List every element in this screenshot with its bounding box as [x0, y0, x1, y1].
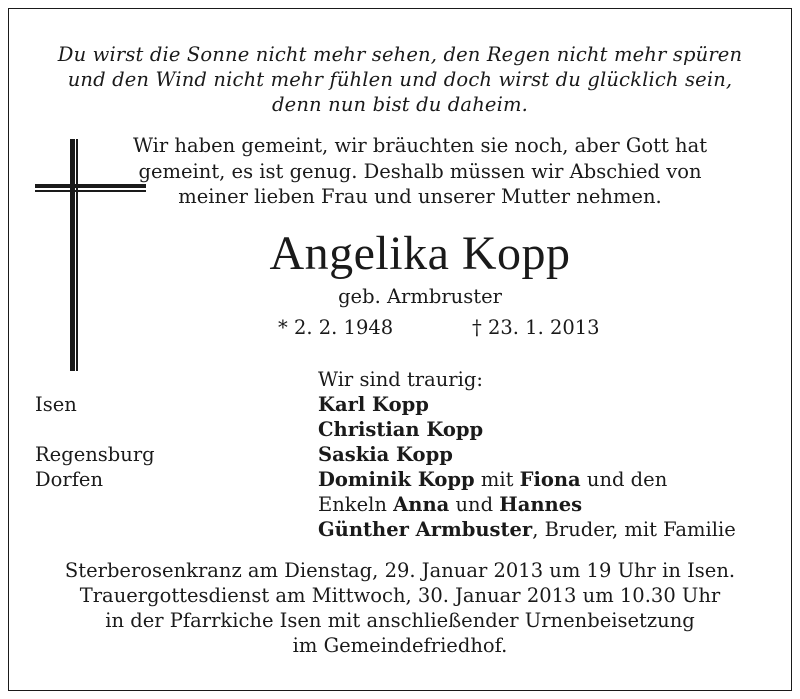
deceased-name: Angelika Kopp [269, 227, 571, 280]
text-mit: mit [474, 468, 520, 491]
brother-line [318, 520, 736, 540]
footer-line-1: Sterberosenkranz am Dienstag, 29. Januar 2013 um 19 Uhr in Isen. [64, 559, 736, 582]
footer-line-2: Trauergottesdienst am Mittwoch, 30. Januar 2013 um 10.30 Uhr [79, 584, 721, 607]
mourner-guenther: Günther Armbuster [318, 518, 533, 541]
place-isen: Isen [35, 393, 77, 416]
intro-line-3: meiner lieben Frau und unserer Mutter nehmen. [178, 185, 662, 208]
text-enkeln: Enkeln [318, 493, 394, 516]
grandchild-anna: Anna [393, 493, 450, 516]
text-und: und [449, 493, 500, 516]
poem-line-2: und den Wind nicht mehr fühlen und doch wirst du glücklich sein, [67, 68, 733, 91]
text-und-den: und den [580, 468, 668, 491]
mourner-saskia: Saskia Kopp [318, 443, 453, 466]
mourner-christian: Christian Kopp [318, 418, 484, 441]
mourner-fiona: Fiona [519, 468, 581, 491]
footer-line-4: im Gemeindefriedhof. [292, 634, 508, 657]
footer-line-3: in der Pfarrkiche Isen mit anschließender Urnenbeisetzung [105, 609, 695, 632]
mourner-karl: Karl Kopp [318, 393, 429, 416]
grandchildren-line [318, 495, 582, 515]
grandchild-hannes: Hannes [499, 493, 583, 516]
place-regensburg: Regensburg [35, 443, 155, 466]
intro-line-1: Wir haben gemeint, wir bräuchten sie noch, aber Gott hat [132, 134, 708, 157]
intro-line-2: gemeint, es ist genug. Deshalb müssen wir Abschied von [138, 160, 702, 183]
poem-line-1: Du wirst die Sonne nicht mehr sehen, den Regen nicht mehr spüren [57, 43, 743, 66]
place-dorfen: Dorfen [35, 468, 104, 491]
poem-line-3: denn nun bist du daheim. [272, 93, 528, 116]
mourner-dominik-line [318, 470, 667, 490]
mourner-dominik: Dominik Kopp [318, 468, 475, 491]
birth-date: * 2. 2. 1948 [278, 316, 394, 339]
mourners-heading: Wir sind traurig: [318, 368, 483, 391]
maiden-name: geb. Armbruster [338, 285, 502, 308]
death-date: † 23. 1. 2013 [472, 316, 600, 339]
brother-suffix: , Bruder, mit Familie [532, 518, 736, 541]
